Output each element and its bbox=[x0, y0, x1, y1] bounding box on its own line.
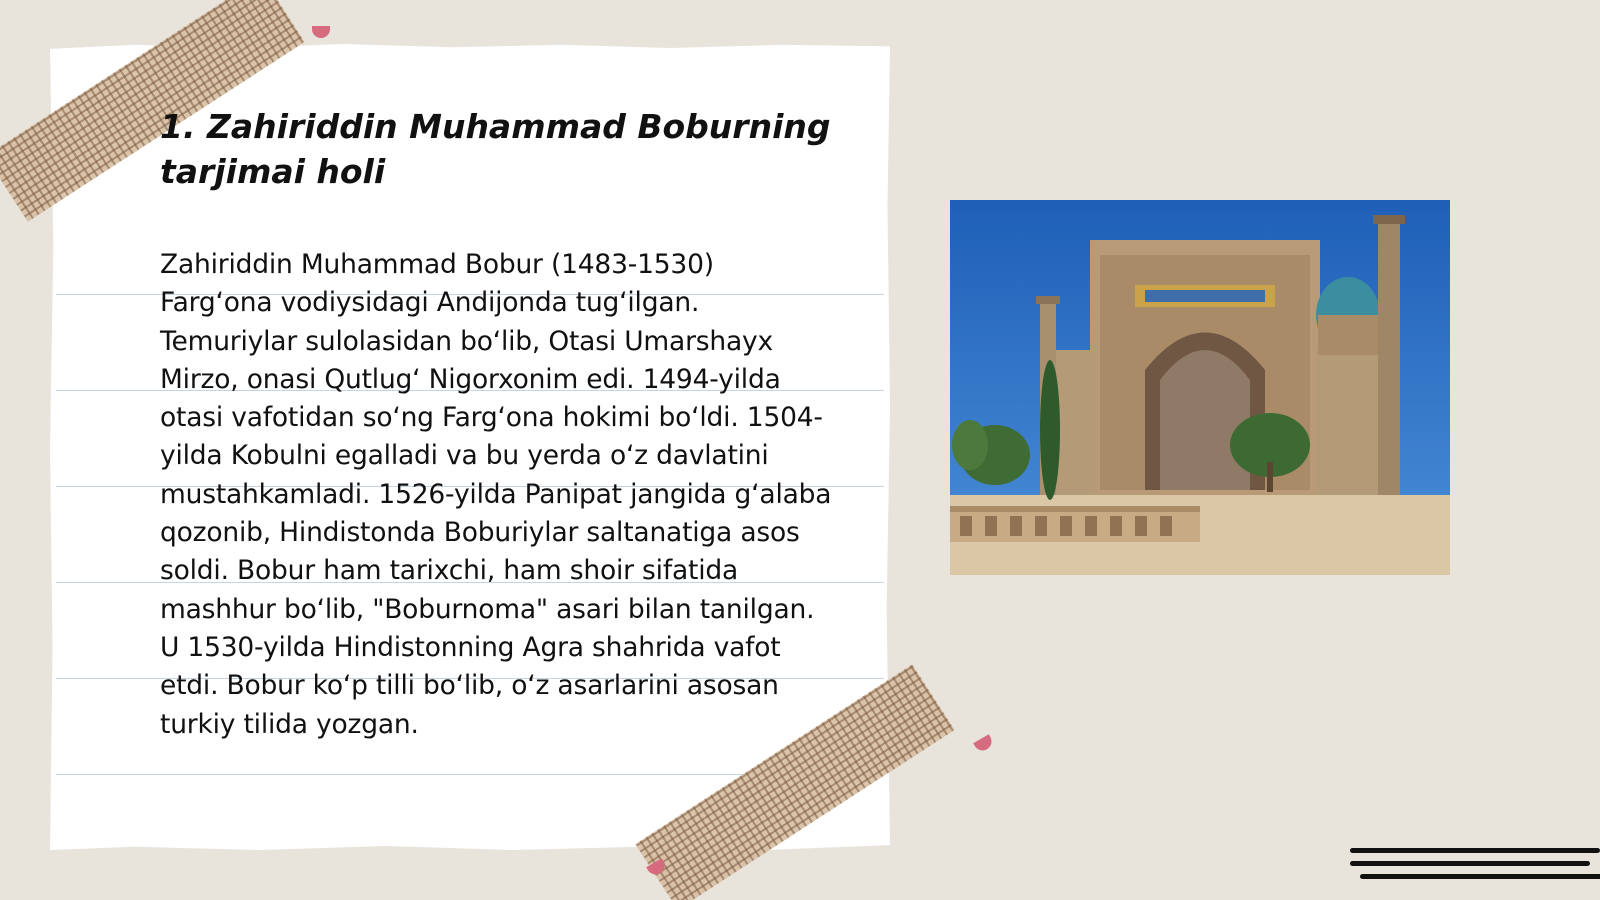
pin-accent bbox=[973, 734, 995, 753]
biography-text: Zahiriddin Muhammad Bobur (1483-1530) Farg‘ona vodiysidagi Andijonda tug‘ilgan. Temuriylar sulolasidan bo‘lib, Otasi Umarshayx Mirzo, onasi Qutlug‘ Nigorxonim edi. 1494-yilda otasi vafotidan so‘ng Farg‘ona hokimi bo‘ldi. 1504-yilda Kobulni egalladi va bu yerda o‘z davlatini mustahkamladi. 1526-yilda Panipat jangida g‘alaba qozonib, Hindistonda Boburiylar saltanatiga asos soldi. Bobur ham tarixchi, ham shoir sifatida mashhur bo‘lib, "Boburnoma" asari bilan tanilgan. U 1530-yilda Hindistonning Agra shahrida vafot etdi. Bobur ko‘p tilli bo‘lib, o‘z asarlarini asosan turkiy tilida yozgan. bbox=[160, 249, 832, 740]
slide-title: 1. Zahiriddin Muhammad Boburning tarjimai holi bbox=[160, 107, 831, 191]
pin-accent bbox=[312, 26, 330, 38]
brush-stroke-decoration bbox=[1350, 848, 1600, 887]
madrasa-photo bbox=[950, 200, 1450, 575]
